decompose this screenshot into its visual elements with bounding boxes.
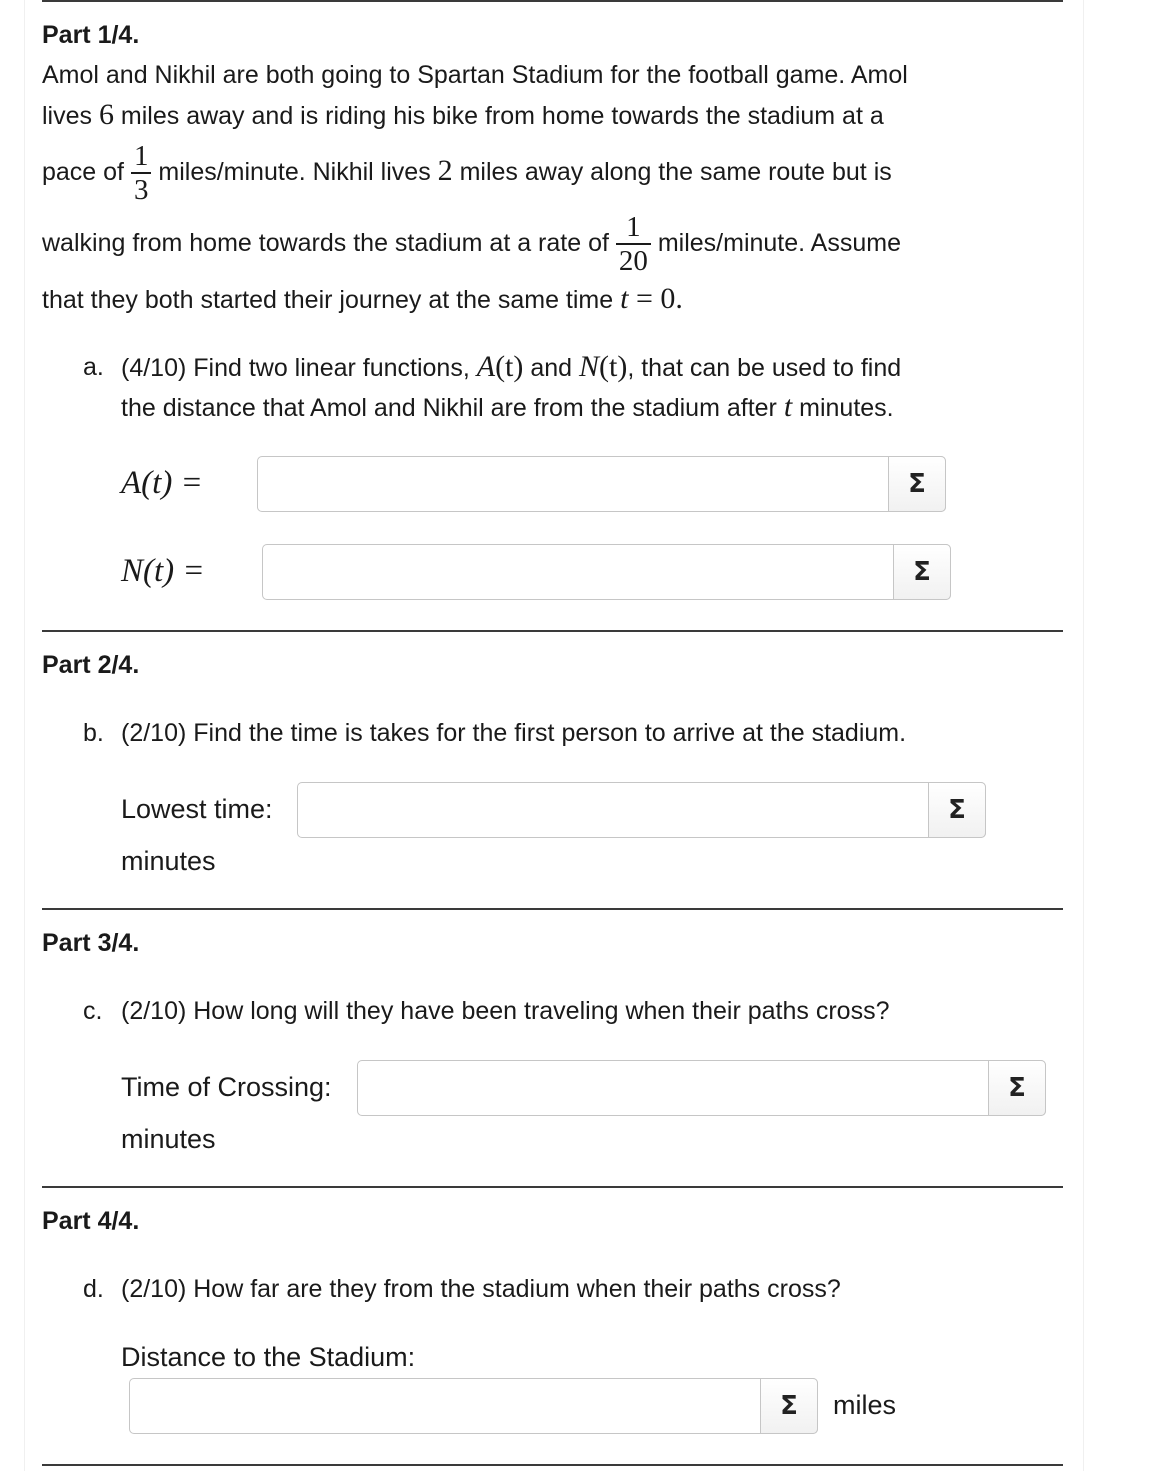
part-heading: Part 2/4. [42,651,140,679]
part-divider [42,908,1063,910]
question-a-text: (4/10) Find two linear functions, A(t) and N(t), that can be used to find [121,350,902,383]
unit-label: miles [833,1390,897,1420]
problem-line: that they both started their journey at the same time t = 0. [42,282,683,315]
top-divider [42,0,1063,2]
label-N: N(t) = [121,553,205,589]
nikhil-rate-fraction: $\frac{1}{20}$ [616,211,651,277]
unit-label: minutes [121,1124,216,1154]
part-heading: Part 3/4. [42,929,140,957]
problem-line: pace of $\frac{1}{3}$ miles/minute. Nikhil lives 2 miles away along the same route but is [42,140,892,207]
sigma-icon[interactable]: Σ [928,782,986,838]
answer-A-input[interactable] [257,456,946,512]
question-d-marker: d. [83,1275,104,1303]
part-divider [42,1186,1063,1188]
distance-label: Distance to the Stadium: [121,1342,416,1372]
question-b-text: (2/10) Find the time is takes for the first person to arrive at the stadium. [121,719,907,747]
question-c-text: (2/10) How long will they have been traveling when their paths cross? [121,997,890,1025]
bottom-divider [42,1464,1063,1466]
crossing-time-label: Time of Crossing: [121,1072,332,1102]
problem-line: walking from home towards the stadium at a rate of $\frac{1}{20}$ miles/minute. Assume [42,211,901,278]
distance-input[interactable] [129,1378,818,1434]
lowest-time-input[interactable] [297,782,986,838]
sigma-icon[interactable]: Σ [893,544,951,600]
crossing-time-input[interactable] [357,1060,1046,1116]
sigma-icon[interactable]: Σ [888,456,946,512]
problem-line: Amol and Nikhil are both going to Spartan Stadium for the football game. Amol [42,61,908,89]
part-heading: Part 1/4. [42,21,140,49]
label-A: A(t) = [121,465,203,501]
question-a-marker: a. [83,353,104,381]
question-d-text: (2/10) How far are they from the stadium when their paths cross? [121,1275,841,1303]
lowest-time-label: Lowest time: [121,794,273,824]
unit-label: minutes [121,846,216,876]
sigma-icon[interactable]: Σ [988,1060,1046,1116]
answer-N-input[interactable] [262,544,951,600]
question-c-marker: c. [83,997,103,1025]
question-a-text: the distance that Amol and Nikhil are from the stadium after t minutes. [121,390,894,423]
sigma-icon[interactable]: Σ [760,1378,818,1434]
problem-line: lives 6 miles away and is riding his bike from home towards the stadium at a [42,98,884,131]
part-heading: Part 4/4. [42,1207,140,1235]
part-divider [42,630,1063,632]
amol-rate-fraction: $\frac{1}{3}$ [131,140,152,206]
question-b-marker: b. [83,719,104,747]
